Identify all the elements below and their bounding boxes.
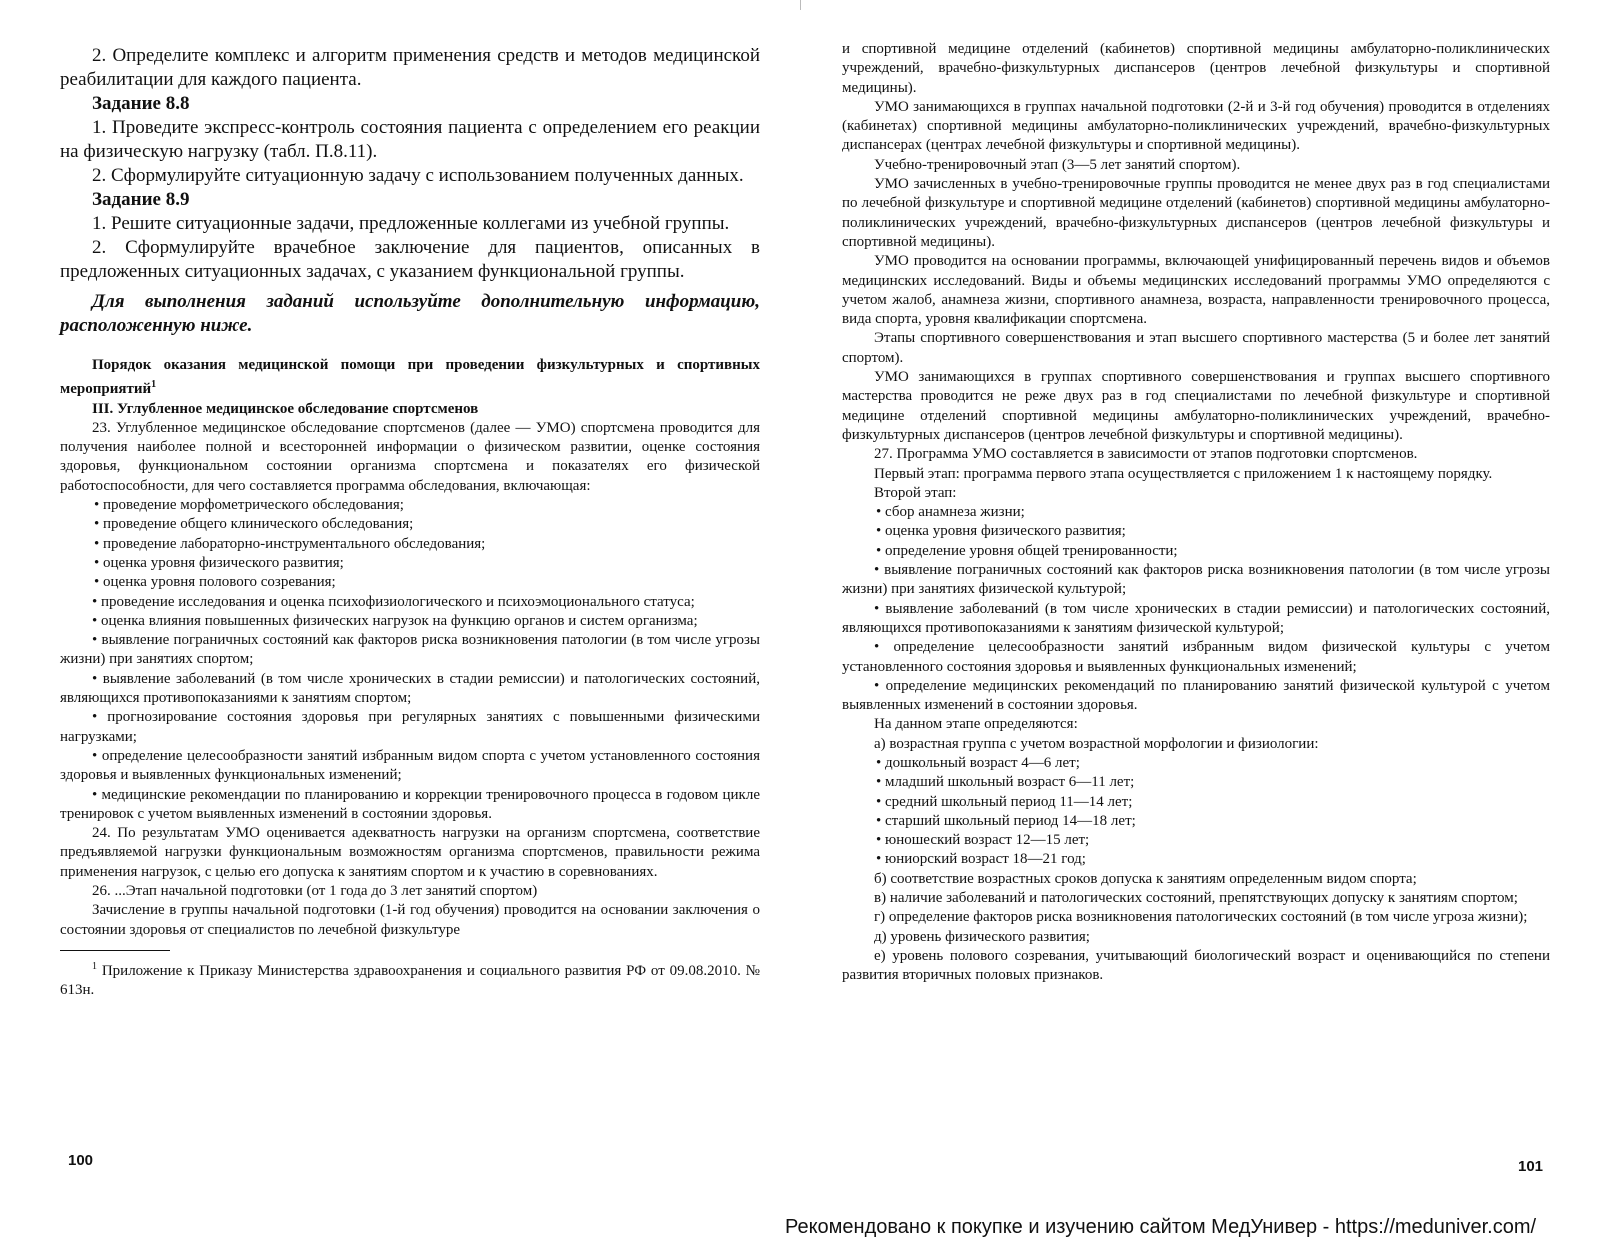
task-8-8-title: Задание 8.8 (92, 93, 190, 114)
bullets-23 (60, 496, 760, 824)
para-umo-initial: УМО занимающихся в группах начальной подготовки (2-й и 3-й год обучения) проводится в отделениях (кабинетах) спортивной медицины амбулаторно-поликлинических учреждений, врачебно-физкультурных диспансерах (центрах лечебной физкультуры и спортивной медицины). (842, 98, 1550, 154)
list-item: • юношеский возраст 12—15 лет; (842, 831, 1550, 850)
item-e: е) уровень полового созревания, учитывающий биологический возраст и оценивающийся по степени развития вторичных половых признаков. (842, 947, 1550, 984)
list-item: • сбор анамнеза жизни; (842, 503, 1550, 522)
list-item: • выявление пограничных состояний как факторов риска возникновения патологии (в том числе угрозы жизни) при занятиях физической культурой; (842, 561, 1550, 600)
list-item: • определение уровня общей тренированности; (842, 542, 1550, 561)
list-item: • средний школьный период 11—14 лет; (842, 793, 1550, 812)
item-d: д) уровень физического развития; (874, 928, 1090, 945)
task-8-7-item-2: 2. Определите комплекс и алгоритм применения средств и методов медицинской реабилитации для каждого пациента. (60, 45, 760, 90)
para-23: 23. Углубленное медицинское обследование спортсменов (далее — УМО) спортсмена проводится для получения наиболее полной и всесторонней информации о физическом развитии, оценке состояния здоровья, функциональном состоянии организма спортсмена и показателях его физической работоспособности, для чего составляется программа обследования, включающая: (60, 419, 760, 494)
para-stages-excellence: Этапы спортивного совершенствования и этап высшего спортивного мастерства (5 и более лет занятий спортом). (842, 330, 1550, 366)
item-b: б) соответствие возрастных сроков допуска к занятиям определенным видом спорта; (874, 870, 1417, 887)
page-number-right: 101 (1518, 1158, 1544, 1175)
section-title (60, 356, 760, 400)
item-v: в) наличие заболеваний и патологических состояний, препятствующих допуску к занятиям спортом; (874, 890, 1518, 907)
list-item: • младший школьный возраст 6—11 лет; (842, 773, 1550, 792)
task-8-8-item-1: 1. Проведите экспресс-контроль состояния пациента с определением его реакции на физическую нагрузку (табл. П.8.11). (60, 117, 760, 162)
para-determined: На данном этапе определяются: (874, 716, 1078, 733)
list-item: • определение целесообразности занятий избранным видом спорта с учетом установленного состояния здоровья и выявленных функциональных изменений; (60, 747, 760, 786)
list-item: • оценка уровня полового созревания; (60, 573, 760, 592)
list-item: • определение медицинских рекомендаций по планированию занятий физической культурой с учетом выявленных изменений в состоянии здоровья. (842, 677, 1550, 716)
list-item: • прогнозирование состояния здоровья при регулярных занятиях с повышенными физическими нагрузками; (60, 708, 760, 747)
para-24: 24. По результатам УМО оценивается адекватность нагрузки на организм спортсмена, соответствие предъявляемой нагрузки функциональным возможностям организма спортсменов, правильности режима применения нагрузок, с целью его допуска к занятиям спортом и к участию в соревнованиях. (60, 825, 760, 880)
footnote-text: Приложение к Приказу Министерства здравоохранения и социального развития РФ от 09.08.2010. № 613н. (60, 962, 760, 999)
para-training-stage: Учебно-тренировочный этап (3—5 лет занятий спортом). (874, 156, 1241, 173)
list-item: • проведение лабораторно-инструментального обследования; (60, 535, 760, 554)
right-page (842, 40, 1550, 986)
list-item: • оценка уровня физического развития; (60, 554, 760, 573)
list-item: • юниорский возраст 18—21 год; (842, 850, 1550, 869)
book-spine (800, 0, 801, 10)
section-title-sup: 1 (151, 379, 157, 391)
list-item: • выявление пограничных состояний как факторов риска возникновения патологии (в том числе угрозы жизни) при занятиях спортом; (60, 631, 760, 670)
para-27: 27. Программа УМО составляется в зависимости от этапов подготовки спортсменов. (874, 446, 1418, 463)
section-title-text: Порядок оказания медицинской помощи при проведении физкультурных и спортивных мероприятий (60, 357, 760, 398)
task-8-9-title: Задание 8.9 (92, 189, 190, 210)
list-item: • определение целесообразности занятий избранным видом физической культуры с учетом установленного состояния здоровья и выявленных функциональных изменений; (842, 638, 1550, 677)
bullets-second-stage (842, 503, 1550, 715)
list-item: • проведение морфометрического обследования; (60, 496, 760, 515)
para-second-stage: Второй этап: (874, 484, 957, 501)
footnote (60, 957, 760, 1001)
age-bullets (842, 754, 1550, 870)
item-a: а) возрастная группа с учетом возрастной морфологии и физиологии: (874, 735, 1319, 752)
footnote-rule (60, 950, 170, 951)
instruction: Для выполнения заданий используйте дополнительную информацию, расположенную ниже. (60, 291, 760, 336)
para-first-stage: Первый этап: программа первого этапа осуществляется с приложением 1 к настоящему порядку. (874, 465, 1493, 482)
item-g: г) определение факторов риска возникновения патологических состояний (в том числе угроза жизни); (874, 909, 1528, 926)
subsection-title: III. Углубленное медицинское обследование спортсменов (92, 400, 479, 417)
footnote-mark: 1 (92, 960, 97, 972)
list-item: • проведение исследования и оценка психофизиологического и психоэмоционального статуса; (60, 593, 760, 612)
page-number-left: 100 (68, 1152, 94, 1169)
para-enroll: Зачисление в группы начальной подготовки (1-й год обучения) проводится на основании заключения о состоянии здоровья от специалистов по лечебной физкультуре (60, 902, 760, 938)
list-item: • старший школьный период 14—18 лет; (842, 812, 1550, 831)
para-continuation: и спортивной медицине отделений (кабинетов) спортивной медицины амбулаторно-поликлинических учреждений, врачебно-физкультурных диспансеров (центров лечебной физкультуры и спортивной медицины). (842, 41, 1550, 96)
left-page (60, 44, 760, 1001)
para-umo-excellence: УМО занимающихся в группах спортивного совершенствования и группах высшего спортивного мастерства проводится не реже двух раз в год специалистами по лечебной физкультуре и спортивной медицине отделений спортивной медицины амбулаторно-поликлинических учреждений, врачебно-физкультурных диспансеров (центров лечебной физкультуры и спортивной медицины). (842, 369, 1550, 443)
task-8-8-item-2: 2. Сформулируйте ситуационную задачу с использованием полученных данных. (92, 165, 744, 186)
list-item: • выявление заболеваний (в том числе хронических в стадии ремиссии) и патологических состояний, являющихся противопоказаниями к занятиям спортом; (60, 670, 760, 709)
watermark-text: Рекомендовано к покупке и изучению сайтом МедУнивер - https://meduniver.com/ (785, 1216, 1537, 1238)
list-item: • оценка влияния повышенных физических нагрузок на функцию органов и систем организма; (60, 612, 760, 631)
task-8-9-item-2: 2. Сформулируйте врачебное заключение для пациентов, описанных в предложенных ситуационных задачах, с указанием функциональной группы. (60, 237, 760, 282)
list-item: • выявление заболеваний (в том числе хронических в стадии ремиссии) и патологических состояний, являющихся противопоказаниями к занятиям физической культурой; (842, 600, 1550, 639)
para-26: 26. ...Этап начальной подготовки (от 1 года до 3 лет занятий спортом) (92, 883, 538, 900)
list-item: • оценка уровня физического развития; (842, 522, 1550, 541)
para-program: УМО проводится на основании программы, включающей унифицированный перечень видов и объемов медицинских исследований. Виды и объемы медицинских исследований программы УМО определяются с учетом жалоб, анамнеза жизни, спортивного анамнеза, возраста, направленности тренировочного процесса, вида спорта, уровня квалификации спортсмена. (842, 253, 1550, 328)
list-item: • проведение общего клинического обследования; (60, 515, 760, 534)
task-8-9-item-1: 1. Решите ситуационные задачи, предложенные коллегами из учебной группы. (92, 213, 730, 234)
para-umo-training: УМО зачисленных в учебно-тренировочные группы проводится не менее двух раз в год специалистами по лечебной физкультуре и спортивной медицине отделений (кабинетов) спортивной медицины амбулаторно-поликлинических учреждений, врачебно-физкультурных диспансеров (центров лечебной физкультуры и спортивной медицины). (842, 176, 1550, 250)
list-item: • медицинские рекомендации по планированию и коррекции тренировочного процесса в годовом цикле тренировок с учетом выявленных изменений в состоянии здоровья. (60, 786, 760, 825)
list-item: • дошкольный возраст 4—6 лет; (842, 754, 1550, 773)
